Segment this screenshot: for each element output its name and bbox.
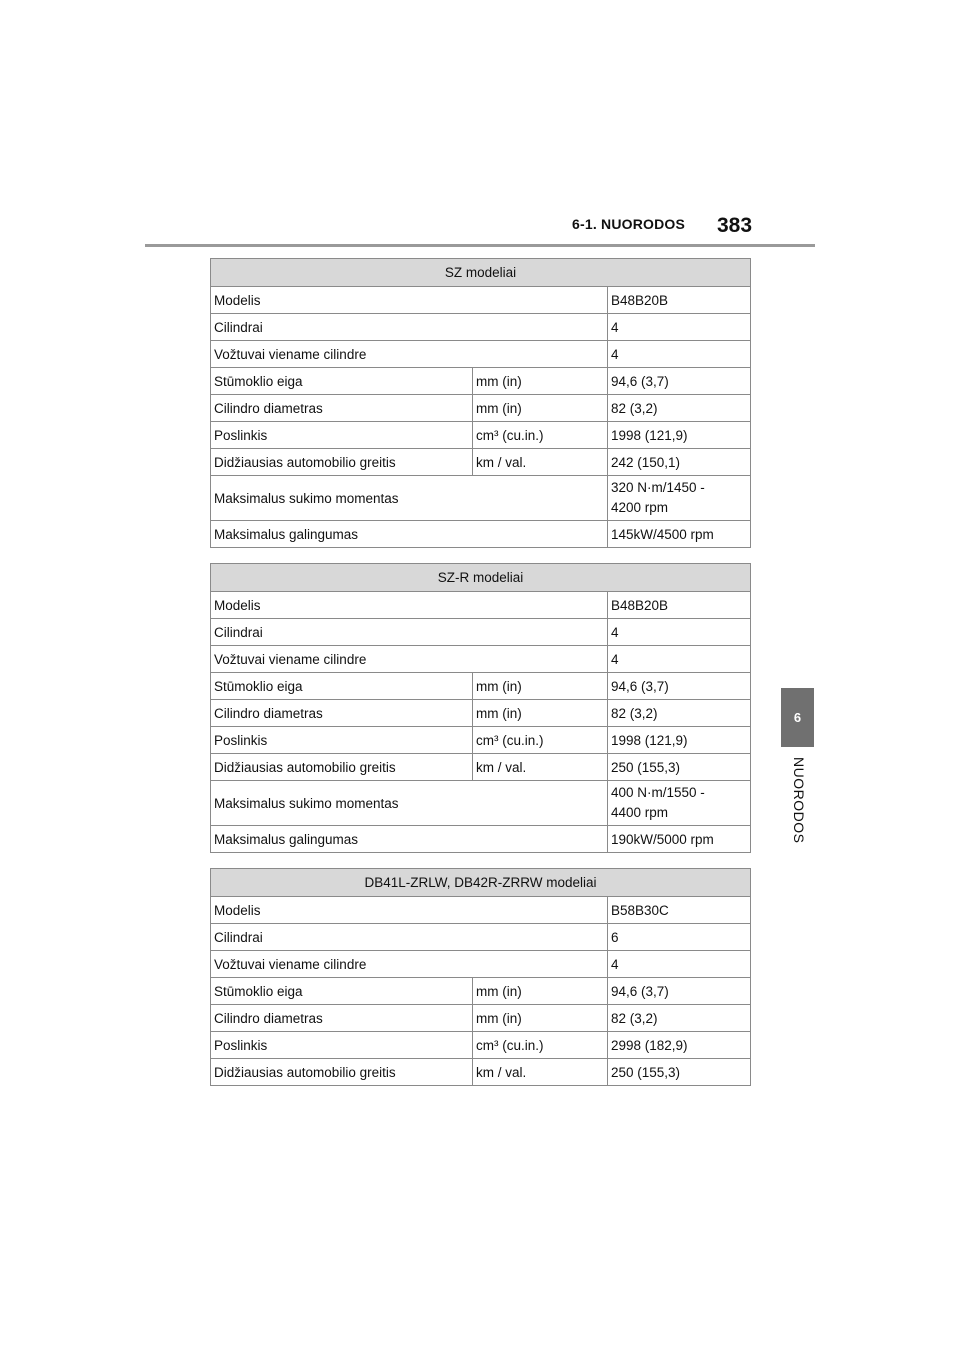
row-label: Poslinkis	[211, 422, 473, 449]
row-unit: mm (in)	[473, 395, 608, 422]
table-row	[211, 395, 751, 422]
row-label: Cilindro diametras	[211, 395, 473, 422]
row-value: 250 (155,3)	[608, 754, 751, 781]
table-row	[211, 781, 751, 826]
row-value: 250 (155,3)	[608, 1059, 751, 1086]
row-label: Poslinkis	[211, 727, 473, 754]
row-label: Stūmoklio eiga	[211, 978, 473, 1005]
row-label: Didžiausias automobilio greitis	[211, 449, 473, 476]
table-row	[211, 449, 751, 476]
row-unit: mm (in)	[473, 700, 608, 727]
table-header-row	[211, 869, 751, 897]
table-row	[211, 646, 751, 673]
table-row	[211, 619, 751, 646]
row-value: B48B20B	[608, 287, 751, 314]
table-title: SZ modeliai	[211, 259, 751, 287]
spec-table-sz	[210, 258, 751, 548]
row-label: Maksimalus galingumas	[211, 826, 608, 853]
row-unit: mm (in)	[473, 368, 608, 395]
table-row	[211, 521, 751, 548]
row-value: 4	[608, 314, 751, 341]
header-divider	[145, 244, 815, 247]
spec-table-sz-r	[210, 563, 751, 853]
row-label: Maksimalus galingumas	[211, 521, 608, 548]
spec-table-db	[210, 868, 751, 1086]
table-row	[211, 826, 751, 853]
table-row	[211, 1059, 751, 1086]
row-value: 4	[608, 646, 751, 673]
table-row	[211, 754, 751, 781]
table-header-row	[211, 564, 751, 592]
row-unit: mm (in)	[473, 673, 608, 700]
table-row	[211, 700, 751, 727]
table-row	[211, 368, 751, 395]
row-value: 82 (3,2)	[608, 1005, 751, 1032]
row-label: Cilindrai	[211, 619, 608, 646]
table-row	[211, 476, 751, 521]
row-value: 94,6 (3,7)	[608, 978, 751, 1005]
row-value: 94,6 (3,7)	[608, 368, 751, 395]
row-label: Didžiausias automobilio greitis	[211, 1059, 473, 1086]
row-label: Poslinkis	[211, 1032, 473, 1059]
row-value: 82 (3,2)	[608, 395, 751, 422]
row-label: Modelis	[211, 287, 608, 314]
table-row	[211, 314, 751, 341]
row-unit: mm (in)	[473, 978, 608, 1005]
row-label: Modelis	[211, 592, 608, 619]
row-value: 6	[608, 924, 751, 951]
row-value: 4	[608, 619, 751, 646]
table-row	[211, 727, 751, 754]
row-value: 94,6 (3,7)	[608, 673, 751, 700]
row-unit: km / val.	[473, 1059, 608, 1086]
row-unit: km / val.	[473, 449, 608, 476]
table-row	[211, 951, 751, 978]
table-row	[211, 592, 751, 619]
row-label: Cilindrai	[211, 314, 608, 341]
row-unit: cm³ (cu.in.)	[473, 422, 608, 449]
row-value: 4	[608, 951, 751, 978]
table-row	[211, 1005, 751, 1032]
row-unit: cm³ (cu.in.)	[473, 727, 608, 754]
row-label: Maksimalus sukimo momentas	[211, 476, 608, 521]
table-row	[211, 287, 751, 314]
row-value: 145kW/4500 rpm	[608, 521, 751, 548]
table-title: SZ-R modeliai	[211, 564, 751, 592]
row-label: Modelis	[211, 897, 608, 924]
row-label: Stūmoklio eiga	[211, 368, 473, 395]
row-label: Vožtuvai viename cilindre	[211, 951, 608, 978]
row-label: Didžiausias automobilio greitis	[211, 754, 473, 781]
table-title: DB41L-ZRLW, DB42R-ZRRW modeliai	[211, 869, 751, 897]
table-row	[211, 341, 751, 368]
table-row	[211, 897, 751, 924]
chapter-number: 6	[793, 710, 802, 725]
row-value: B58B30C	[608, 897, 751, 924]
chapter-label: NUORODOS	[791, 757, 807, 844]
row-label: Cilindro diametras	[211, 1005, 473, 1032]
row-value: 1998 (121,9)	[608, 727, 751, 754]
row-label: Maksimalus sukimo momentas	[211, 781, 608, 826]
row-label: Cilindrai	[211, 924, 608, 951]
chapter-tab	[781, 688, 814, 747]
table-row	[211, 978, 751, 1005]
row-value: 2998 (182,9)	[608, 1032, 751, 1059]
row-value: 1998 (121,9)	[608, 422, 751, 449]
table-row	[211, 422, 751, 449]
row-label: Stūmoklio eiga	[211, 673, 473, 700]
row-value: B48B20B	[608, 592, 751, 619]
row-label: Vožtuvai viename cilindre	[211, 341, 608, 368]
row-unit: cm³ (cu.in.)	[473, 1032, 608, 1059]
row-label: Cilindro diametras	[211, 700, 473, 727]
section-title: 6-1. NUORODOS	[572, 216, 686, 232]
row-value: 400 N·m/1550 - 4400 rpm	[608, 781, 751, 826]
table-header-row	[211, 259, 751, 287]
table-row	[211, 673, 751, 700]
row-unit: mm (in)	[473, 1005, 608, 1032]
row-value: 320 N·m/1450 - 4200 rpm	[608, 476, 751, 521]
row-value: 82 (3,2)	[608, 700, 751, 727]
row-label: Vožtuvai viename cilindre	[211, 646, 608, 673]
row-unit: km / val.	[473, 754, 608, 781]
row-value: 4	[608, 341, 751, 368]
table-row	[211, 924, 751, 951]
page-number: 383	[717, 214, 753, 237]
row-value: 242 (150,1)	[608, 449, 751, 476]
table-row	[211, 1032, 751, 1059]
row-value: 190kW/5000 rpm	[608, 826, 751, 853]
